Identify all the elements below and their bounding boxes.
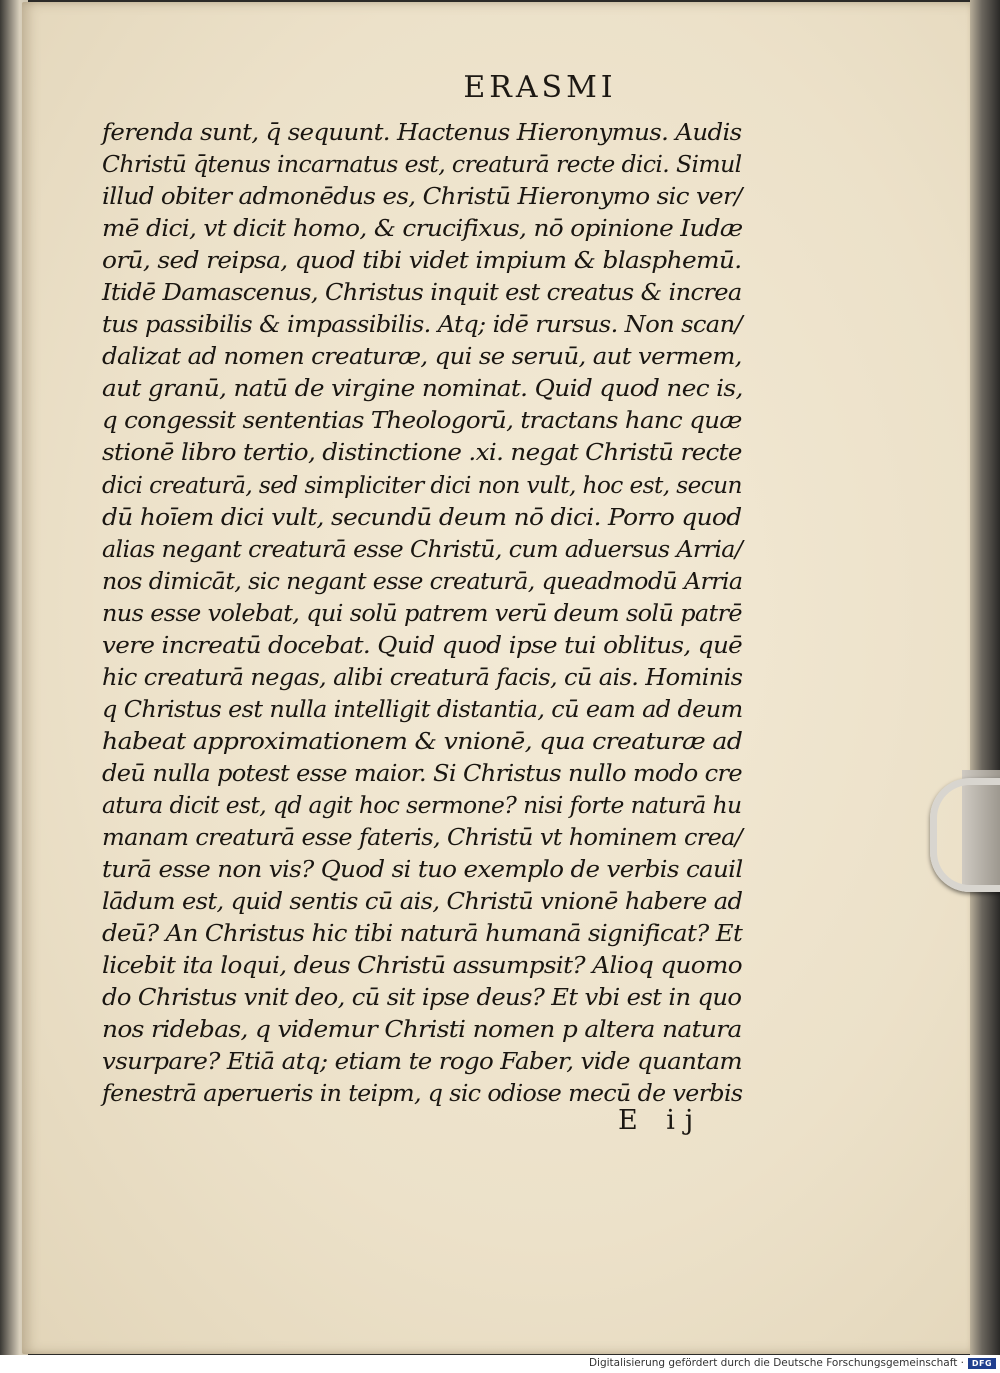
text-line: do Christus vnit deo, cū sit ipse deus? Et vbi est in quo xyxy=(102,985,742,1012)
text-line: aut granū, natū de virgine nominat. Quid quod nec is, xyxy=(102,376,743,403)
text-line: mē dici, vt dicit homo, & crucifixus, nō opinione Iudæ xyxy=(102,216,743,243)
dfg-logo: DFG xyxy=(968,1358,996,1369)
text-line: nus esse volebat, qui solū patrem verū deum solū patrē xyxy=(102,600,742,627)
footer-credit: Digitalisierung gefördert durch die Deutsche Forschungsgemeinschaft · xyxy=(588,1357,964,1369)
text-line: atura dicit est, qd agit hoc sermone? nisi forte naturā hu xyxy=(102,792,742,819)
text-line: Christū q̄tenus incarnatus est, creaturā recte dici. Simul xyxy=(102,152,742,179)
text-line: stionē libro tertio, distinctione .xi. negat Christū recte xyxy=(102,440,742,467)
text-line: deū nulla potest esse maior. Si Christus nullo modo cre xyxy=(102,760,742,787)
running-head: ERASMI xyxy=(463,70,617,105)
text-line: licebit ita loqui, deus Christū assumpsit? Alioq quomo xyxy=(102,953,742,980)
text-line: nos dimicāt, sic negant esse creaturā, queadmodū Arria xyxy=(102,568,743,595)
text-line: tus passibilis & impassibilis. Atq; idē rursus. Non scan/ xyxy=(102,312,743,339)
text-line: orū, sed reipsa, quod tibi videt impium & blasphemū. xyxy=(102,248,742,275)
text-line: Itidē Damascenus, Christus inquit est creatus & increa xyxy=(102,280,742,307)
text-line: vsurpare? Etiā atq; etiam te rogo Faber, vide quantam xyxy=(102,1049,742,1076)
text-line: illud obiter admonēdus es, Christū Hieronymo sic ver/ xyxy=(102,184,742,211)
text-line: vere increatū docebat. Quid quod ipse tui oblitus, quē xyxy=(102,632,743,659)
text-line: dalizat ad nomen creaturæ, qui se seruū, aut vermem, xyxy=(102,344,742,371)
page-clip xyxy=(930,778,1000,892)
text-line: ferenda sunt, q̄ sequunt. Hactenus Hieronymus. Audis xyxy=(102,120,742,146)
text-line: lādum est, quid sentis cū ais, Christū vnionē habere ad xyxy=(102,889,743,916)
text-line: q congessit sententias Theologorū, tractans hanc quæ xyxy=(102,408,742,435)
text-line: deū? An Christus hic tibi naturā humanā significat? Et xyxy=(102,921,743,948)
text-line: manam creaturā esse fateris, Christū vt hominem crea/ xyxy=(102,825,743,852)
text-line: hic creaturā negas, alibi creaturā facis, cū ais. Hominis xyxy=(102,664,743,691)
text-line: fenestrā aperueris in teipm, q sic odiose mecū de verbis xyxy=(102,1081,743,1108)
text-line: habeat approximationem & vnionē, qua creaturæ ad xyxy=(102,728,743,755)
text-block xyxy=(102,117,752,1110)
text-line: q Christus est nulla intelligit distantia, cū eam ad deum xyxy=(102,696,743,723)
right-page-edge xyxy=(970,0,1000,1355)
text-line: turā esse non vis? Quod si tuo exemplo de verbis cauil xyxy=(102,857,743,884)
text-line: alias negant creaturā esse Christū, cum aduersus Arria/ xyxy=(102,536,743,563)
text-line: dici creaturā, sed simpliciter dici non vult, hoc est, secun xyxy=(102,472,742,499)
signature-mark: E ij xyxy=(618,1105,704,1136)
text-line: dū hoīem dici vult, secundū deum nō dici. Porro quod xyxy=(102,504,742,531)
footer-bar xyxy=(0,1355,1000,1373)
text-line: nos ridebas, q videmur Christi nomen p altera natura xyxy=(102,1017,742,1044)
